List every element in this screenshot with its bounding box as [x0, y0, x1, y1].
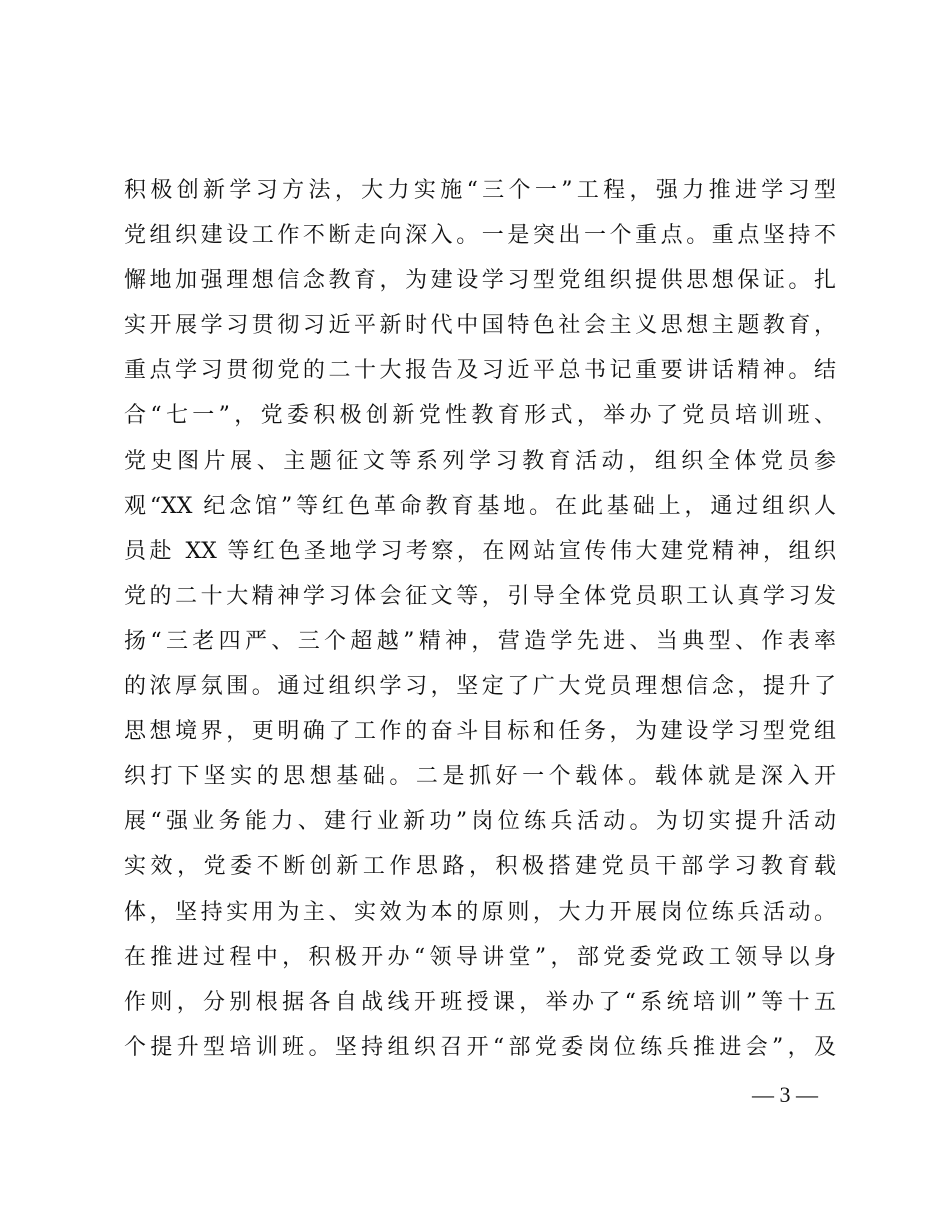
text-line: 作则，分别根据各自战线开班授课，举办了“系统培训”等十五	[124, 989, 836, 1015]
text-line: 在推进过程中，积极开办“领导讲堂”，部党委党政工领导以身	[124, 944, 836, 970]
text-line: 员赴 XX 等红色圣地学习考察，在网站宣传伟大建党精神，组织	[124, 538, 836, 564]
page-number: — 3 —	[752, 1082, 818, 1107]
text-line: 扬“三老四严、三个超越”精神，营造学先进、当典型、作表率	[124, 628, 836, 654]
text-line: 观“XX 纪念馆”等红色革命教育基地。在此基础上，通过组织人	[124, 493, 836, 519]
text-line: 个提升型培训班。坚持组织召开“部党委岗位练兵推进会”，及	[124, 1034, 836, 1060]
text-line: 党组织建设工作不断走向深入。一是突出一个重点。重点坚持不	[124, 223, 836, 249]
text-line: 体，坚持实用为主、实效为本的原则，大力开展岗位练兵活动。	[124, 899, 836, 925]
text-line: 的浓厚氛围。通过组织学习，坚定了广大党员理想信念，提升了	[124, 674, 836, 700]
text-line: 重点学习贯彻党的二十大报告及习近平总书记重要讲话精神。结	[124, 358, 836, 384]
text-line: 懈地加强理想信念教育，为建设学习型党组织提供思想保证。扎	[124, 268, 836, 294]
text-line: 合“七一”，党委积极创新党性教育形式，举办了党员培训班、	[124, 403, 836, 429]
text-line: 积极创新学习方法，大力实施“三个一”工程，强力推进学习型	[124, 178, 836, 203]
text-line: 思想境界，更明确了工作的奋斗目标和任务，为建设学习型党组	[124, 719, 836, 745]
text-line: 党史图片展、主题征文等系列学习教育活动，组织全体党员参	[124, 448, 836, 474]
body-text	[124, 168, 836, 1070]
text-line: 党的二十大精神学习体会征文等，引导全体党员职工认真学习发	[124, 583, 836, 609]
text-line: 实效，党委不断创新工作思路，积极搭建党员干部学习教育载	[124, 854, 836, 880]
text-line: 展“强业务能力、建行业新功”岗位练兵活动。为切实提升活动	[124, 809, 836, 835]
text-line: 实开展学习贯彻习近平新时代中国特色社会主义思想主题教育，	[124, 313, 836, 339]
text-line: 织打下坚实的思想基础。二是抓好一个载体。载体就是深入开	[124, 764, 836, 790]
